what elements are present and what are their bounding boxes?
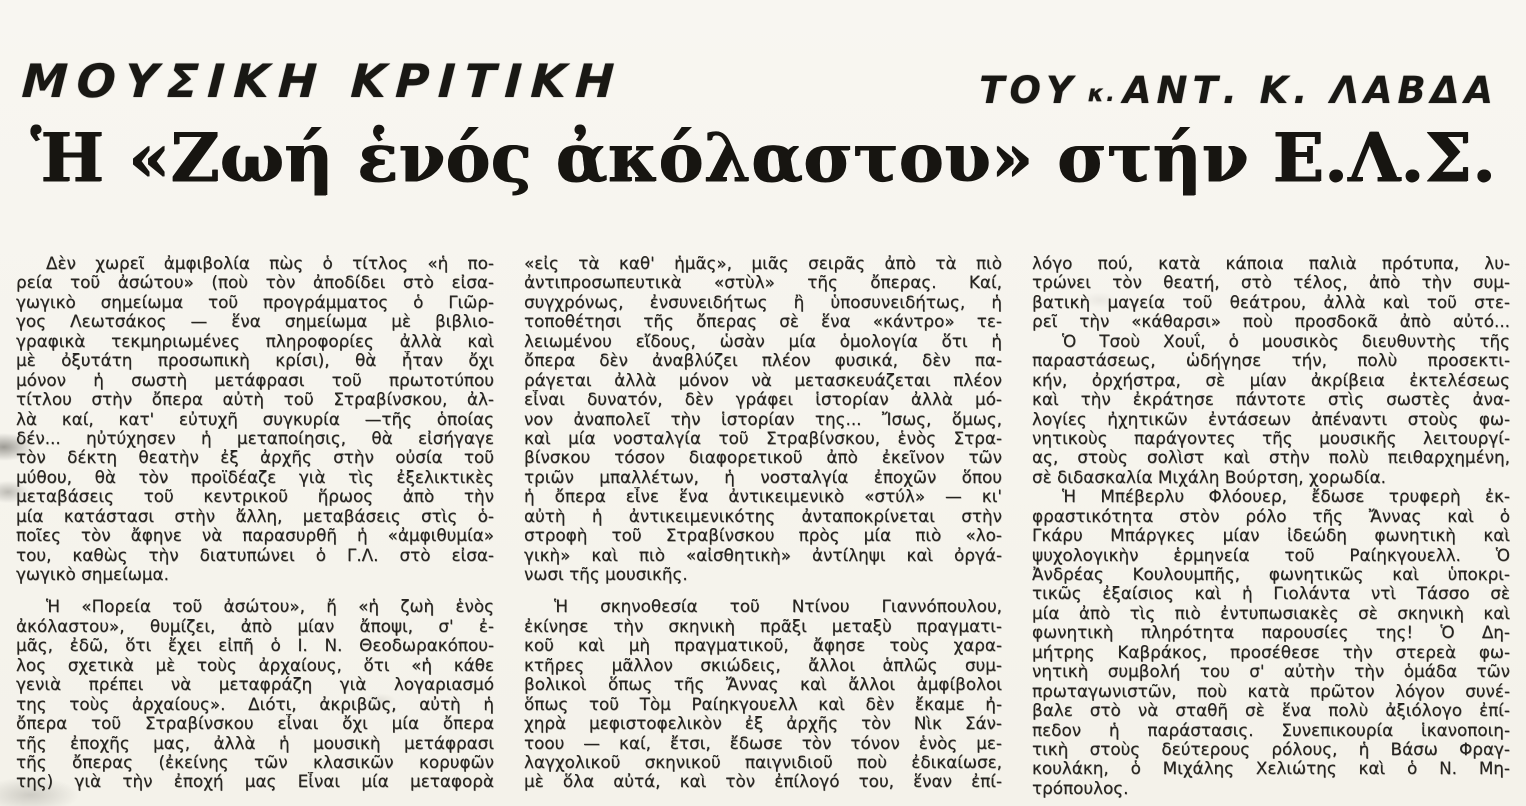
text-line: ψυχολογικὴν ἑρμηνεία τοῦ Ραίηκγουελλ. Ὁ <box>1032 545 1510 565</box>
article-headline: Ἡ «Ζωή ἑνός ἀκόλαστου» στήν Ε.Λ.Σ. <box>30 118 1496 197</box>
byline <box>979 69 1498 112</box>
text-line: ὄπερα δὲν ἀναβλύζει πλέον φυσικά, δὲν πα- <box>524 351 1002 371</box>
text-line: Γκάρυ Μπάργκες μίαν ἰδεώδη φωνητικὴ καὶ <box>1032 526 1510 546</box>
text-line: μὲ ὅλα αὐτά, καὶ τὸν ἐπίλογό του, ἕναν ἐπί- <box>524 772 1002 792</box>
byline-author: ΑΝΤ. Κ. ΛΑΒΔΑ <box>1122 69 1498 112</box>
text-line: δέν... ηὐτύχησεν ἡ μεταποίησις, θὰ εἰσήγαγε <box>16 428 494 448</box>
section-kicker: ΜΟΥΣΙΚΗ ΚΡΙΤΙΚΗ <box>20 54 625 108</box>
text-line: λόγο πού, κατὰ κάποια παλιὰ πρότυπα, λυ- <box>1032 254 1510 273</box>
text-line: νωσι τῆς μουσικῆς. <box>524 565 688 584</box>
text-line: σὲ διδασκαλία Μιχάλη Βούρτση, χορωδία. <box>1032 467 1386 487</box>
text-line: κοῦ καὶ μὴ πραγματικοῦ, ἄφησε τοὺς χαρα- <box>524 636 1002 656</box>
byline-honorific: κ. <box>1087 81 1117 107</box>
text-line: κουλάκη, ὁ Μιχάλης Χελιώτης καὶ ὁ Ν. Μη- <box>1032 759 1510 779</box>
text-line: της) γιὰ τὴν ἐποχή μας Εἶναι μία μεταφορὰ <box>16 772 494 792</box>
byline-pre: ΤΟΥ <box>979 69 1078 112</box>
text-line: βίνσκου τόσον διαφορετικοῦ ἀπὸ ἐκεῖνον τῶν <box>524 448 1002 468</box>
text-line: ἀκόλαστου», θυμίζει, ἀπὸ μίαν ἄποψι, σ' ἐ- <box>16 616 494 636</box>
text-line: ράγεται ἀλλὰ μόνον νὰ μετασκευάζεται πλέον <box>524 370 1002 390</box>
text-line: τρόπουλος. <box>1032 778 1129 798</box>
text-line: Ἡ «Πορεία τοῦ ἀσώτου», ἤ «ἡ ζωὴ ἑνὸς <box>46 597 494 617</box>
text-line: συγχρόνως, ἐνσυνειδήτως ἢ ὑποσυνειδήτως, ἡ <box>524 292 1002 312</box>
text-line: φραστικότητα στὸν ρόλο τῆς Ἄννας καὶ ὁ <box>1032 506 1510 526</box>
text-line: μία κατάστασι στὴν ἄλλη, μεταβάσεις στὶς ὁ- <box>16 506 494 526</box>
text-line: χηρὰ μεφιστοφελικὸν ἐξ ἀρχῆς τὸν Νὶκ Σάν- <box>524 714 1002 734</box>
text-line: τριῶν μπαλλέτων, ἡ νοσταλγία ἐποχῶν ὅπου <box>524 467 1002 487</box>
text-line: της τοὺς ἀρχαίους». Διότι, ἀκριβῶς, αὐτὴ ἡ <box>16 694 494 714</box>
article-body <box>16 254 1510 804</box>
text-line: βαλε στὸ νὰ σταθῆ σὲ ἕνα πολὺ ἀξιόλογο ἐπί- <box>1032 701 1510 721</box>
text-line: μὲ ὀξυτάτη προσωπικὴ κρίσι), θὰ ἦταν ὄχι <box>16 351 494 371</box>
text-line: μᾶς, ἐδῶ, ὅτι ἔχει εἰπῆ ὁ Ι. Ν. Θεοδωρακόπου- <box>16 636 494 656</box>
text-line: νον ἀναπολεῖ τὴν ἱστορίαν της... Ἴσως, ὅμως, <box>524 409 1002 429</box>
text-line: βολικοὶ ὅπως τῆς Ἄννας καὶ ἄλλοι ἀμφίβολοι <box>524 675 1002 695</box>
text-line: τὸν δέκτη θεατὴν ἐξ ἀρχῆς στὴν οὐσία τοῦ <box>16 448 494 468</box>
text-line: κτῆρες μᾶλλον σκιώδεις, ἄλλοι ἁπλῶς συμ- <box>524 655 1002 675</box>
text-line: λος σχετικὰ μὲ τοὺς ἀρχαίους, ὅτι «ἡ κάθε <box>16 655 494 675</box>
text-line: γενιὰ πρέπει νὰ μεταφράζη γιὰ λογαριασμό <box>16 675 494 695</box>
text-column-2 <box>524 254 1002 804</box>
text-line: λογίες ἠχητικῶν ἐντάσεων ἀπέναντι στοὺς φω- <box>1032 409 1510 429</box>
text-column-1 <box>16 254 494 804</box>
text-line: αὐτὴ ἡ ἀντικειμενικότης ἀνταποκρίνεται στὴν <box>524 506 1002 526</box>
text-line: πεδον ἡ παράστασις. Συνεπικουρία ἱκανοποιη- <box>1032 720 1510 740</box>
text-line: γραφικὰ τεκμηριωμένες πληροφορίες ἀλλὰ καὶ <box>16 331 494 351</box>
text-line: μόνον ἡ σωστὴ μετάφρασι τοῦ πρωτοτύπου <box>16 370 494 390</box>
text-line: βατικὴ μαγεία τοῦ θεάτρου, ἀλλὰ καὶ τοῦ στε- <box>1032 292 1510 312</box>
text-column-3 <box>1032 254 1510 804</box>
text-line: Ἀνδρέας Κουλουμπῆς, φωνητικῶς καὶ ὑποκρι- <box>1032 565 1510 584</box>
text-line: στροφὴ τοῦ Στραβίνσκου πρὸς μία πιὸ «λο- <box>524 526 1002 546</box>
text-line: τοου — καί, ἔτσι, ἔδωσε τὸν τόνον ἑνὸς με- <box>524 733 1002 753</box>
text-line: κήν, ὀρχήστρα, σὲ μίαν ἀκρίβεια ἐκτελέσεως <box>1032 370 1510 390</box>
text-line: νητικοὺς παράγοντες τῆς μουσικῆς λειτουργί- <box>1032 428 1510 448</box>
text-line: «εἰς τὰ καθ' ἡμᾶς», μιᾶς σειρᾶς ἀπὸ τὰ πιὸ <box>524 254 1002 273</box>
text-line: τρώνει τὸν θεατή, στὸ τέλος, ἀπὸ τὴν συμ- <box>1032 273 1510 293</box>
text-line: τῆς ὄπερας (ἐκείνης τῶν κλασικῶν κορυφῶν <box>16 752 494 772</box>
text-line: καὶ τὴν ἐκράτησε πάντοτε στὶς σωστὲς ἀνα- <box>1032 390 1510 410</box>
text-line: νητικὴ συμβολή του σ' αὐτὴν τὴν ὁμάδα τῶν <box>1032 662 1510 682</box>
text-line: καὶ μία νοσταλγία τοῦ Στραβίνσκου, ἑνὸς Στρα- <box>524 428 1002 448</box>
text-line: μία ἀπὸ τὶς πιὸ ἐντυπωσιακὲς σὲ σκηνικὴ καὶ <box>1032 603 1510 623</box>
text-line: Ὁ Τσοὺ Χουΐ, ὁ μουσικὸς διευθυντὴς τῆς <box>1062 331 1510 351</box>
text-line: παραστάσεως, ὡδήγησε τήν, πολὺ προσεκτι- <box>1032 351 1510 371</box>
text-line: ἐκίνησε τὴν σκηνικὴ πρᾶξι μεταξὺ πραγματι- <box>524 616 1002 636</box>
text-line: φωνητικὴ πληρότητα παρουσίες της! Ὁ Δη- <box>1032 623 1510 643</box>
text-line: ἡ ὄπερα εἶνε ἕνα ἀντικειμενικὸ «στύλ» — κι' <box>524 487 1002 507</box>
text-line: Δὲν χωρεῖ ἀμφιβολία πὼς ὁ τίτλος «ἡ πο- <box>46 254 494 273</box>
text-line: τῆς ἐποχῆς μας, ἀλλὰ ἡ μουσικὴ μετάφρασι <box>16 733 494 753</box>
text-line: ποῖες τὸν ἄφηνε νὰ παρασυρθῆ ἡ «ἀμφιθυμία» <box>16 526 494 546</box>
text-line: γωγικὸ σημείωμα τοῦ προγράμματος ὁ Γιῶρ- <box>16 292 494 312</box>
text-line: τίτλου στὴν ὄπερα αὐτὴ τοῦ Στραβίνσκου, ἀλ- <box>16 390 494 410</box>
text-line: γος Λεωτσάκος — ἕνα σημείωμα μὲ βιβλιο- <box>16 312 494 332</box>
text-line: μύθου, θὰ τὸν προϊδέαζε γιὰ τὶς ἐξελικτικὲς <box>16 467 494 487</box>
text-line: Ἡ Μπέβερλυ Φλόουερ, ἔδωσε τρυφερὴ ἐκ- <box>1062 487 1510 507</box>
text-line: ας, στοὺς σολὶστ καὶ στὴν πολὺ πειθαρχημένη, <box>1032 448 1510 468</box>
text-line: τικῶς ἐξαίσιος καὶ ἡ Γιολάντα ντὶ Τάσσο σὲ <box>1032 584 1510 604</box>
text-line: του, καθὼς τὴν διατυπώνει ὁ Γ.Λ. στὸ εἰσα- <box>16 545 494 565</box>
text-line: ρεία τοῦ ἀσώτου» (ποὺ τὸν ἀποδίδει στὸ εἰσα- <box>16 273 494 293</box>
text-line: τοποθέτησι τῆς ὄπερας σὲ ἕνα «κάντρο» τε- <box>524 312 1002 332</box>
text-line: μεταβάσεις τοῦ κεντρικοῦ ἥρωος ἀπὸ τὴν <box>16 487 494 507</box>
text-line: ὄπερα τοῦ Στραβίνσκου εἶναι ὄχι μία ὄπερα <box>16 714 494 734</box>
text-line: λαγχολικοῦ σκηνικοῦ παιγνιδιοῦ ποὺ ἐδικαίωσε, <box>524 752 1002 772</box>
text-line: λὰ καί, κατ' εὐτυχῆ συγκυρία —τῆς ὁποίας <box>16 409 494 429</box>
text-line: πρωταγωνιστῶν, ποὺ κατὰ πρῶτον λόγον συνέ- <box>1032 681 1510 701</box>
text-line: Ἡ σκηνοθεσία τοῦ Ντίνου Γιαννόπουλου, <box>554 597 1002 617</box>
text-line: ὅπως τοῦ Τὸμ Ραίηκγουελλ καὶ δὲν ἔκαμε ἠ- <box>524 694 1002 714</box>
text-line: ρεῖ τὴν «κάθαρσι» ποὺ προσδοκᾶ ἀπὸ αὐτό... <box>1032 312 1510 332</box>
text-line: εἶναι δυνατόν, δὲν γράφει ἱστορίαν ἀλλὰ μό- <box>524 390 1002 410</box>
text-line: γικὴ» καὶ πιὸ «αἰσθητικὴ» ἀντίληψι καὶ ὀργά- <box>524 545 1002 565</box>
text-line: μήτρης Καβράκος, προσέθεσε τὴν στερεὰ φω- <box>1032 642 1510 662</box>
text-line: ἀντιπροσωπευτικὰ «στὺλ» τῆς ὄπερας. Καί, <box>524 273 1002 293</box>
text-line: λειωμένου εἴδους, ὡσὰν μία ὁμολογία ὅτι ἡ <box>524 331 1002 351</box>
text-line: τικὴ στοὺς δεύτερους ρόλους, ἡ Βάσω Φραγ- <box>1032 739 1510 759</box>
text-line: γωγικὸ σημείωμα. <box>16 565 169 584</box>
